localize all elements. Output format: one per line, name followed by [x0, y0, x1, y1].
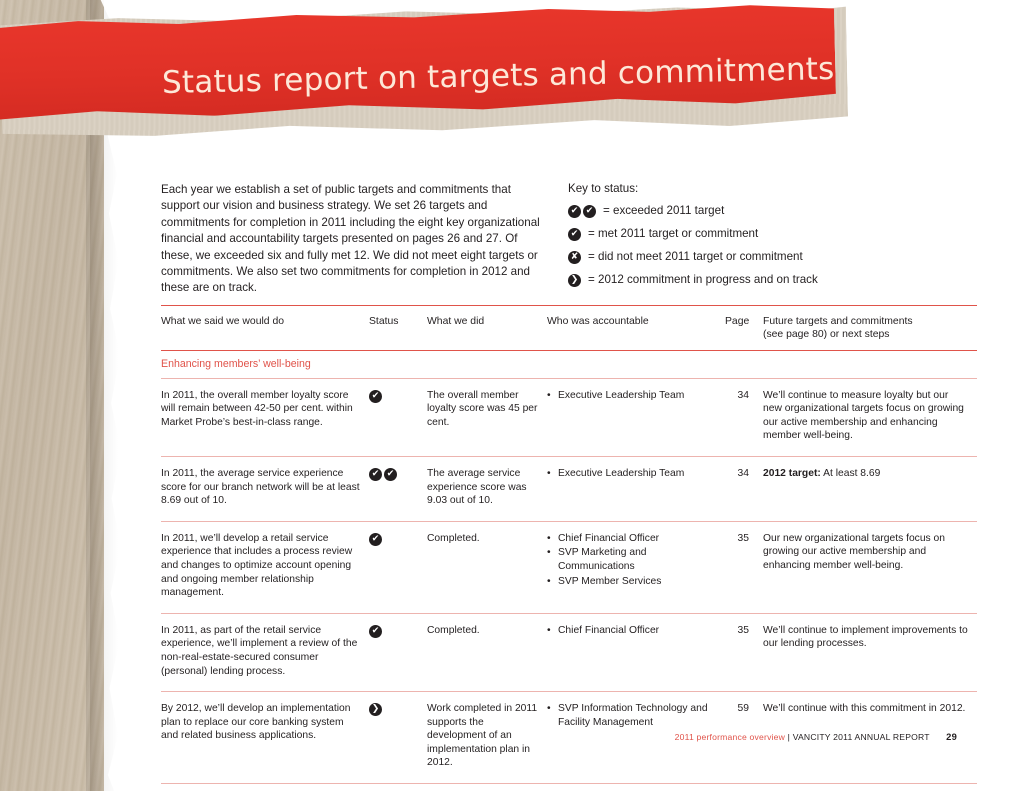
cell-what-did: The overall member loyalty score was 45 per cent.	[427, 389, 538, 428]
cell-future: We’ll continue to measure loyalty but our new organizational targets focus on growing our active membership and enhancing member well-being.	[763, 389, 964, 442]
check-icon: ✔	[369, 533, 382, 546]
column-header-what-said: What we said we would do	[161, 316, 285, 327]
check-icon: ✔	[369, 468, 382, 481]
table-section-heading	[161, 351, 977, 379]
cell-future-text: At least 8.69	[823, 467, 881, 479]
cell-what-said: In 2011, the average service experience score for our branch network will be at least 8.69 out of 10.	[161, 467, 360, 507]
check-icon: ✔	[568, 228, 581, 241]
cell-future: We’ll continue with this commitment in 2012.	[763, 703, 966, 715]
list-item: • Chief Financial Officer	[547, 532, 717, 546]
status-key	[568, 182, 938, 296]
status-key-title: Key to status:	[568, 182, 639, 195]
cell-page: 34	[737, 389, 749, 401]
cell-page: 59	[737, 703, 749, 715]
cell-status	[369, 613, 427, 691]
column-header-future-line2: (see page 80) or next steps	[763, 329, 890, 340]
table-header-row	[161, 306, 977, 351]
check-icon: ✔	[384, 468, 397, 481]
cell-status	[369, 456, 427, 521]
cell-what-said: In 2011, we’ll develop a retail service experience that includes a process review and changes to optimize account opening and ongoing member relationship management.	[161, 532, 353, 599]
cell-accountable	[547, 613, 725, 691]
status-key-item-met	[568, 227, 938, 241]
intro-paragraph: Each year we establish a set of public targets and commitments that support our vision and business strategy. We set 26 targets and commitments for completion in 2011 including the eight key organizational financial and accountability targets presented on pages 26 and 27. Of these, we exceeded six and fully met 12. We did not meet eight targets or commitments. We also set two commitments for completion in 2012 and these are on track.	[161, 183, 540, 295]
cell-status	[369, 521, 427, 613]
cell-future-emphasis: 2012 target:	[763, 467, 821, 479]
table-row	[161, 378, 977, 456]
footer-report-title: VANCITY 2011 ANNUAL REPORT	[792, 732, 930, 742]
column-header-future	[763, 306, 977, 351]
status-key-label: = met 2011 target or commitment	[588, 227, 759, 240]
section-label: Enhancing members’ well-being	[161, 358, 311, 370]
status-key-label: = did not meet 2011 target or commitment	[588, 250, 803, 263]
column-header-what-did: What we did	[427, 316, 485, 327]
column-header-future-line1: Future targets and commitments	[763, 316, 913, 327]
footer-separator: |	[787, 732, 791, 742]
cell-status	[369, 378, 427, 456]
cross-icon: ✘	[568, 251, 581, 264]
list-item: • Executive Leadership Team	[547, 467, 717, 481]
table-row	[161, 521, 977, 613]
footer-page-number: 29	[946, 731, 957, 742]
table-row	[161, 456, 977, 521]
cell-accountable	[547, 456, 725, 521]
cell-what-did: The average service experience score was 9.03 out of 10.	[427, 467, 527, 507]
check-icon: ✔	[369, 390, 382, 403]
status-key-item-in-progress	[568, 273, 938, 287]
footer-section: 2011 performance overview	[674, 732, 786, 742]
table-row	[161, 613, 977, 691]
cell-what-did: Completed.	[427, 624, 480, 636]
column-header-status: Status	[369, 316, 399, 327]
arrow-right-icon: ❯	[568, 274, 581, 287]
cell-what-did: Completed.	[427, 532, 480, 544]
cell-accountable	[547, 378, 725, 456]
status-key-item-not-met	[568, 250, 938, 264]
check-icon: ✔	[583, 205, 596, 218]
cell-page: 34	[737, 467, 749, 479]
list-item: • SVP Marketing and Communications	[547, 546, 717, 573]
cell-what-said: By 2012, we’ll develop an implementation plan to replace our core banking system and related business applications.	[161, 703, 351, 742]
cell-accountable	[547, 521, 725, 613]
status-key-item-exceeded	[568, 204, 938, 218]
arrow-right-icon: ❯	[369, 703, 382, 716]
check-icon: ✔	[568, 205, 581, 218]
list-item: • SVP Member Services	[547, 575, 717, 589]
cell-what-said: In 2011, the overall member loyalty score will remain between 42-50 per cent. within Market Probe’s best-in-class range.	[161, 389, 353, 428]
column-header-page: Page	[725, 316, 750, 327]
list-item: • Chief Financial Officer	[547, 624, 717, 638]
list-item: • SVP Information Technology and Facility Management	[547, 702, 717, 729]
check-icon: ✔	[369, 625, 382, 638]
status-key-label: = 2012 commitment in progress and on track	[588, 273, 818, 286]
cell-page: 35	[737, 532, 749, 544]
cell-what-said: In 2011, as part of the retail service experience, we’ll implement a review of the non-real-estate-secured consumer (personal) lending process.	[161, 624, 358, 677]
column-header-accountable: Who was accountable	[547, 316, 649, 327]
cell-future: We’ll continue to implement improvements to our lending processes.	[763, 624, 968, 650]
page-footer	[161, 731, 957, 742]
status-key-label: = exceeded 2011 target	[603, 204, 725, 217]
page-title: Status report on targets and commitments	[161, 50, 835, 102]
cell-what-did: Work completed in 2011 supports the development of an implementation plan in 2012.	[427, 703, 538, 769]
cell-future	[763, 456, 977, 521]
cell-future: Our new organizational targets focus on growing our active membership and enhancing member well-being.	[763, 532, 946, 571]
targets-table	[161, 305, 968, 784]
cell-page: 35	[737, 624, 749, 636]
list-item: • Executive Leadership Team	[547, 389, 717, 403]
